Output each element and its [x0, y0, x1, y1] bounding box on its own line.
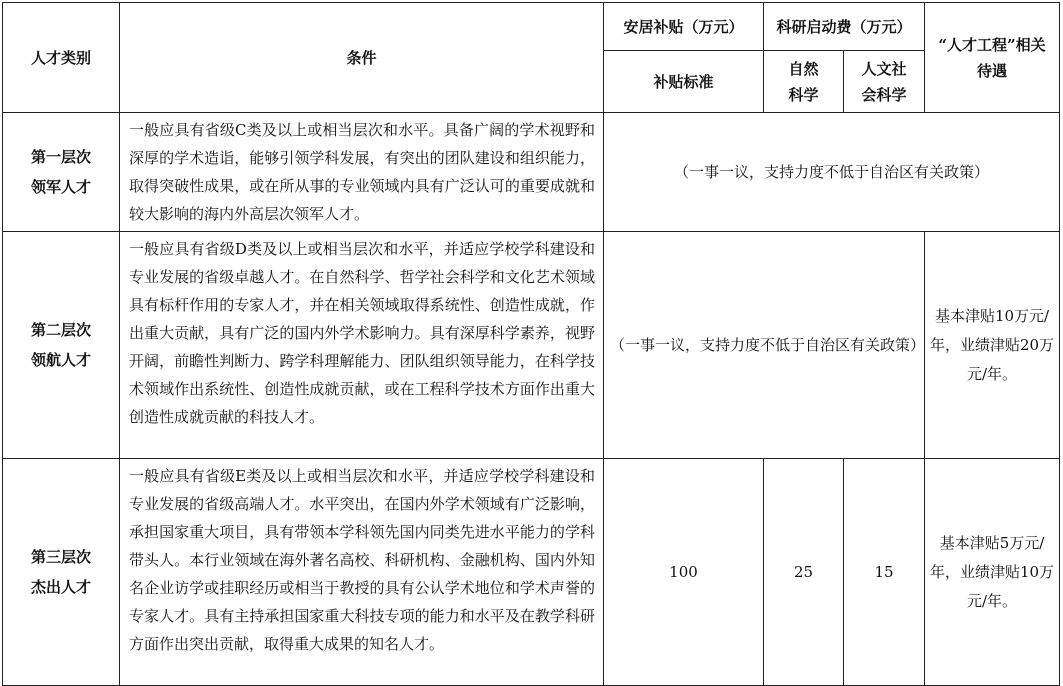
merged-policy-cell: （一事一议，支持力度不低于自治区有关政策） [604, 113, 1060, 232]
conditions-cell: 一般应具有省级D类及以上或相当层次和水平，并适应学校学科建设和专业发展的省级卓越人才。在自然科学、哲学社会科学和文化艺术领域具有标杆作用的专家人才，并在相关领域取得系统性、创造性成就，作出重大贡献，具有广泛的国内外学术影响力。具有深厚科学素养，视野开阔，前瞻性判断力、跨学科理解能力、团队组织领导能力，在科学技术领域作出系统性、创造性成就贡献，或在工程科学技术方面作出重大创造性成就贡献的科技人才。 [120, 232, 604, 459]
header-research-funding: 科研启动费（万元） [764, 3, 925, 51]
category-cell [3, 459, 120, 686]
header-humanities-line2: 会科学 [861, 85, 907, 104]
header-category: 人才类别 [3, 3, 120, 113]
header-subsidy-standard: 补贴标准 [604, 51, 764, 113]
talent-policy-table [2, 2, 1060, 686]
table-row [3, 113, 1060, 232]
housing-subsidy-value: 100 [604, 459, 764, 686]
table-row [3, 459, 1060, 686]
category-line2: 领军人才 [30, 178, 91, 196]
category-cell [3, 232, 120, 459]
header-natural-science-line2: 科学 [788, 85, 819, 104]
category-line2: 领航人才 [30, 351, 91, 369]
conditions-cell: 一般应具有省级E类及以上或相当层次和水平，并适应学校学科建设和专业发展的省级高端人才。水平突出，在国内外学术领域有广泛影响，承担国家重大项目，具有带领本学科领先国内同类先进水平能力的学科带头人。本行业领域在海外著名高校、科研机构、金融机构、国内外知名企业访学或挂职经历或相当于教授的具有公认学术地位和学术声誉的专家人才。具有主持承担国家重大科技专项的能力和水平及在教学科研方面作出突出贡献，取得重大成果的知名人才。 [120, 459, 604, 686]
category-line1: 第一层次 [30, 148, 91, 166]
header-humanities [844, 51, 925, 113]
header-conditions: 条件 [120, 3, 604, 113]
table-row [3, 232, 1060, 459]
category-line1: 第二层次 [30, 321, 91, 339]
conditions-cell: 一般应具有省级C类及以上或相当层次和水平。具备广阔的学术视野和深厚的学术造诣，能够引领学科发展，有突出的团队建设和组织能力，取得突破性成果，或在所从事的专业领域内具有广泛认可的重要成就和较大影响的海内外高层次领军人才。 [120, 113, 604, 232]
humanities-value: 15 [844, 459, 925, 686]
category-cell [3, 113, 120, 232]
header-housing-subsidy: 安居补贴（万元） [604, 3, 764, 51]
header-talent-project: “人才工程”相关待遇 [925, 3, 1060, 113]
category-line1: 第三层次 [30, 548, 91, 566]
header-natural-science [764, 51, 844, 113]
talent-project-cell: 基本津贴10万元/年，业绩津贴20万元/年。 [925, 232, 1060, 459]
header-humanities-line1: 人文社 [861, 59, 907, 78]
category-line2: 杰出人才 [30, 578, 91, 596]
merged-policy-cell: （一事一议，支持力度不低于自治区有关政策） [604, 232, 925, 459]
header-natural-science-line1: 自然 [788, 59, 819, 78]
talent-project-cell: 基本津贴5万元/年，业绩津贴10万元/年。 [925, 459, 1060, 686]
natural-science-value: 25 [764, 459, 844, 686]
